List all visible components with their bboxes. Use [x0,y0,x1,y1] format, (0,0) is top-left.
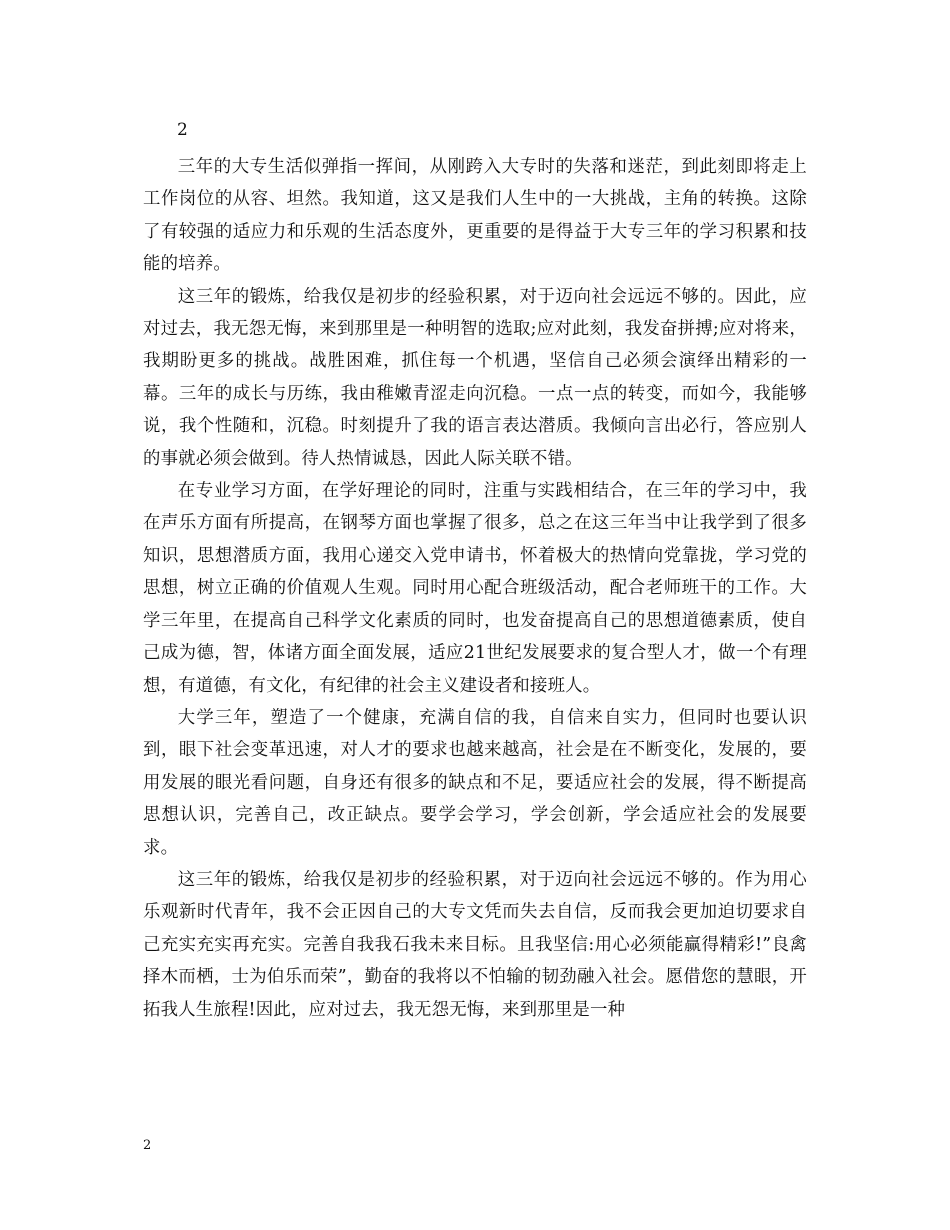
body-text [143,151,807,1026]
paragraph-5: 这三年的锻炼，给我仅是初步的经验积累，对于迈向社会远远不够的。作为用心乐观新时代青年，我不会正因自己的大专文凭而失去自信，反而我会更加迫切要求自己充实充实再充实。完善自我我石我未来目标。且我坚信:用心必须能赢得精彩!”良禽择木而栖，士为伯乐而荣”，勤奋的我将以不怕输的韧劲融入社会。愿借您的慧眼，开拓我人生旅程!因此，应对过去，我无怨无悔，来到那里是一种 [143,869,807,1020]
paragraph-2: 这三年的锻炼，给我仅是初步的经验积累，对于迈向社会远远不够的。因此，应对过去，我无怨无悔，来到那里是一种明智的选取;应对此刻，我发奋拼搏;应对将来，我期盼更多的挑战。战胜困难，抓住每一个机遇，坚信自己必须会演绎出精彩的一幕。三年的成长与历练，我由稚嫩青涩走向沉稳。一点一点的转变，而如今，我能够说，我个性随和，沉稳。时刻提升了我的语言表达潜质。我倾向言出必行，答应别人的事就必须会做到。待人热情诚恳，因此人际关联不错。 [143,286,807,469]
section-number: 2 [177,120,188,140]
paragraph-1: 三年的大专生活似弹指一挥间，从刚跨入大专时的失落和迷茫，到此刻即将走上工作岗位的从容、坦然。我知道，这又是我们人生中的一大挑战，主角的转换。这除了有较强的适应力和乐观的生活态度外，更重要的是得益于大专三年的学习积累和技能的培养。 [143,157,807,275]
paragraph-3: 在专业学习方面，在学好理论的同时，注重与实践相结合，在三年的学习中，我在声乐方面有所提高，在钢琴方面也掌握了很多，总之在这三年当中让我学到了很多知识，思想潜质方面，我用心递交入党申请书，怀着极大的热情向党靠拢，学习党的思想，树立正确的价值观人生观。同时用心配合班级活动，配合老师班干的工作。大学三年里，在提高自己科学文化素质的同时，也发奋提高自己的思想道德素质，使自己成为德，智，体诸方面全面发展，适应21世纪发展要求的复合型人才，做一个有理想，有道德，有文化，有纪律的社会主义建设者和接班人。 [143,481,807,696]
paragraph-4: 大学三年，塑造了一个健康，充满自信的我，自信来自实力，但同时也要认识到，眼下社会变革迅速，对人才的要求也越来越高，社会是在不断变化，发展的，要用发展的眼光看问题，自身还有很多的缺点和不足，要适应社会的发展，得不断提高思想认识，完善自己，改正缺点。要学会学习，学会创新，学会适应社会的发展要求。 [143,707,807,858]
footer-page-number: 2 [143,1138,152,1153]
